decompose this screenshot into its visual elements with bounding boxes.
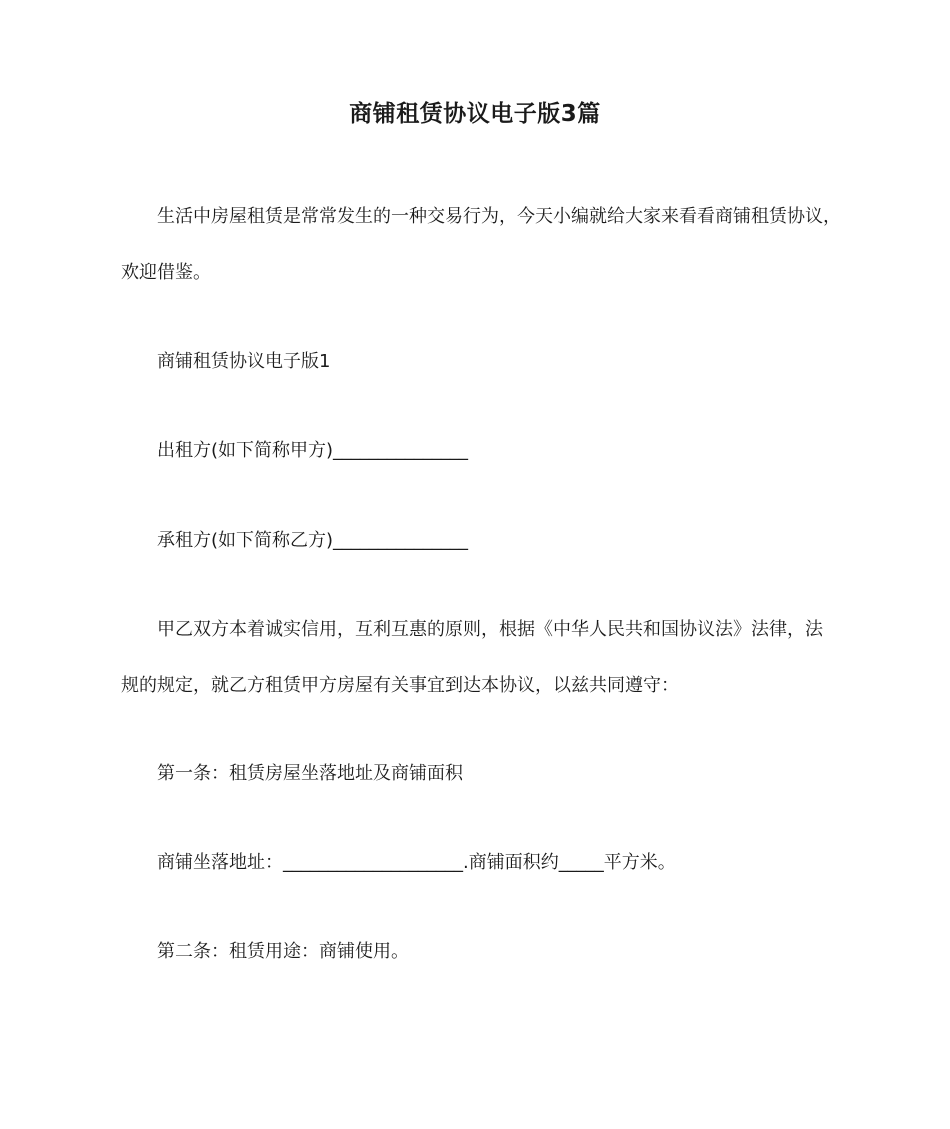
- address-line: 商铺坐落地址：____________________.商铺面积约_____平方米。: [157, 852, 676, 873]
- paragraph-line-1: 甲乙双方本着诚实信用，互利互惠的原则，根据《中华人民共和国协议法》法律，法: [157, 619, 823, 640]
- paragraph-line-2: 规的规定，就乙方租赁甲方房屋有关事宜到达本协议，以兹共同遵守：: [121, 675, 679, 696]
- intro-line-2: 欢迎借鉴。: [121, 262, 211, 283]
- article-1-heading: 第一条：租赁房屋坐落地址及商铺面积: [157, 763, 463, 784]
- lessee-line: 承租方(如下简称乙方)_______________: [157, 530, 469, 551]
- intro-line-1: 生活中房屋租赁是常常发生的一种交易行为，今天小编就给大家来看看商铺租赁协议，: [157, 206, 841, 227]
- lessor-line: 出租方(如下简称甲方)_______________: [157, 440, 469, 461]
- article-2-heading: 第二条：租赁用途：商铺使用。: [157, 941, 409, 962]
- document-title: 商铺租赁协议电子版3篇: [349, 101, 601, 127]
- section-heading: 商铺租赁协议电子版1: [157, 351, 331, 372]
